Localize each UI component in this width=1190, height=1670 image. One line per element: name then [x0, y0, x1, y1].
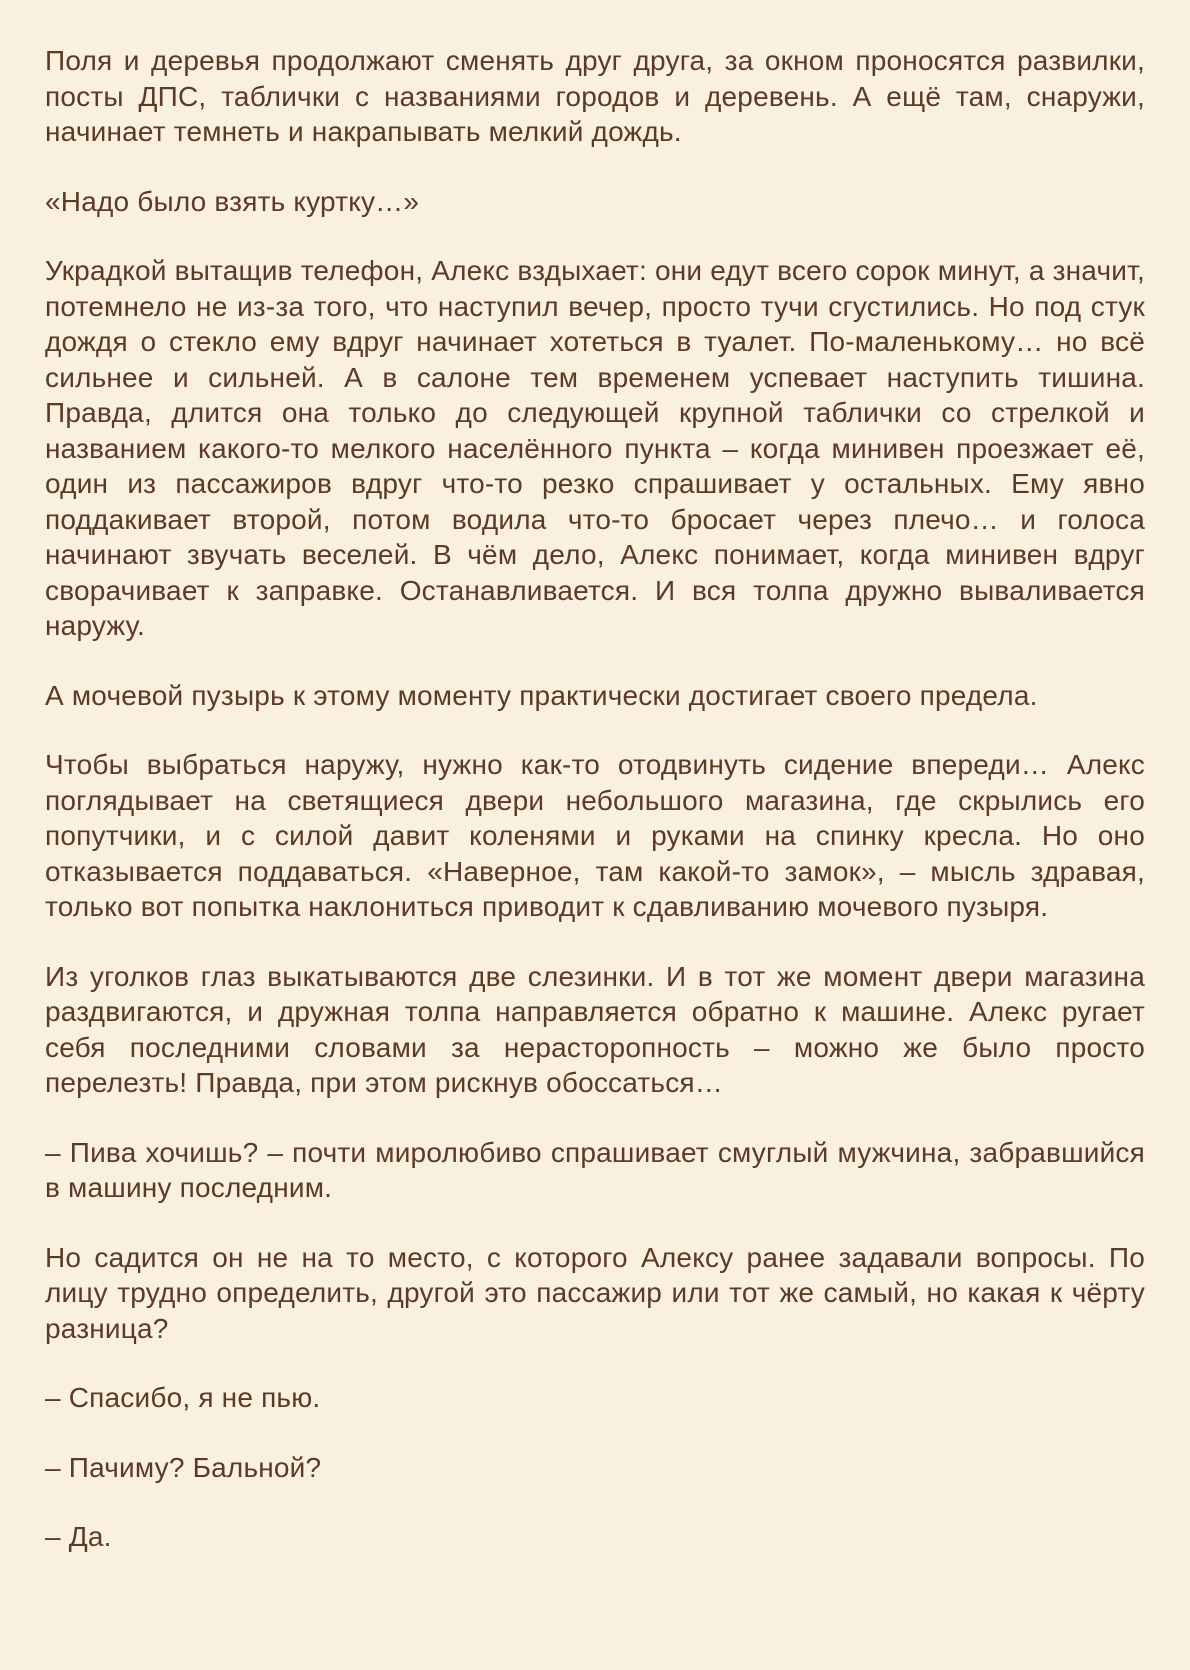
paragraph-tears: Из уголков глаз выкатываются две слезинки. И в тот же момент двери магазина раздвигаются, и дружная толпа направляется обратно к машине. Алекс ругает себя последними словами за нерасторопность – можно же было просто перелезть! Правда, при этом рискнув обоссаться…	[45, 960, 1145, 1098]
paragraph-beer-offer: – Пива хочишь? – почти миролюбиво спрашивает смуглый мужчина, забравшийся в машину последним.	[45, 1136, 1145, 1203]
paragraph-reply-yes: – Да.	[45, 1521, 112, 1552]
paragraph-question-sick: – Пачиму? Бальной?	[45, 1451, 322, 1483]
paragraph-jacket-thought: «Надо было взять куртку…»	[45, 185, 420, 217]
paragraph-seat-push: Чтобы выбраться наружу, нужно как-то отодвинуть сидение впереди… Алекс поглядывает на светящиеся двери небольшого магазина, где скрылись его попутчики, и с силой давит коленями и руками на спинку кресла. Но оно отказывается поддаваться. «Наверное, там какой-то замок», – мысль здравая, только вот попытка наклониться приводит к сдавливанию мочевого пузыря.	[45, 749, 1145, 922]
paragraph-reply-no-drink: – Спасибо, я не пью.	[45, 1382, 321, 1413]
paragraph-bladder-limit: А мочевой пузырь к этому моменту практически достигает своего предела.	[45, 679, 1038, 711]
paragraph-phone-check: Украдкой вытащив телефон, Алекс вздыхает: они едут всего сорок минут, а значит, потемнело не из-за того, что наступил вечер, просто тучи сгустились. Но под стук дождя о стекло ему вдруг начинает хотеться в туалет. По-маленькому… но всё сильнее и сильней. А в салоне тем временем успевает наступить тишина. Правда, длится она только до следующей крупной таблички со стрелкой и названием какого-то мелкого населённого пункта – когда минивен проезжает её, один из пассажиров вдруг что-то резко спрашивает у остальных. Ему явно поддакивает второй, потом водила что-то бросает через плечо… и голоса начинают звучать веселей. В чём дело, Алекс понимает, когда минивен вдруг сворачивает к заправке. Останавливается. И вся толпа дружно вываливается наружу.	[45, 255, 1145, 641]
paragraph-fields-trees: Поля и деревья продолжают сменять друг друга, за окном проносятся развилки, посты ДПС, таблички с названиями городов и деревень. А ещё там, снаружи, начинает темнеть и накрапывать мелкий дождь.	[45, 45, 1145, 147]
paragraph-seat-change: Но садится он не на то место, с которого Алексу ранее задавали вопросы. По лицу трудно определить, другой это пассажир или тот же самый, но какая к чёрту разница?	[45, 1241, 1145, 1344]
